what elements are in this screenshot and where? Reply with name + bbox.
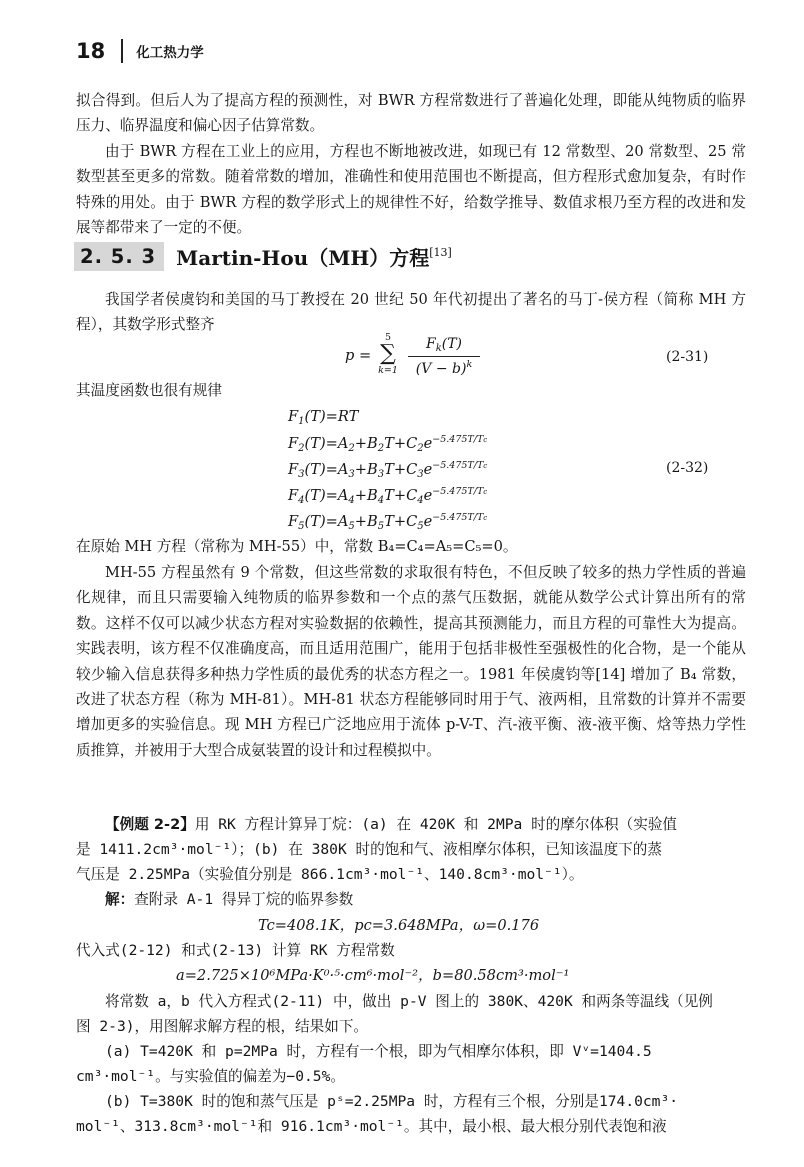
section-reference: [13] — [429, 245, 452, 259]
eq2-line-4: $F_4(T)=A_4+B_4T+C_4e^{-5.475T/Tc}$ — [288, 486, 488, 506]
eq2-line-2: $F_2(T)=A_2+B_2T+C_2e^{-5.475T/Tc}$ — [288, 434, 488, 454]
header-divider — [121, 39, 123, 63]
result-a-2: cm³·mol⁻¹。与实验值的偏差为−0.5%。 — [76, 1068, 345, 1085]
critical-parameters: Tc=408.1K，pc=3.648MPa，ω=0.176 — [258, 917, 540, 934]
summation-sign: 5 ∑ k=1 — [378, 332, 398, 376]
section-number: 2. 5. 3 — [74, 242, 164, 271]
page-number: 18 — [76, 39, 106, 63]
example-statement-1: 【例题 2-2】用 RK 方程计算异丁烷：(a) 在 420K 和 2MPa 时的摩尔体积（实验值 — [105, 816, 678, 833]
solution-label: 解： — [105, 891, 135, 908]
solution-step-3b: 图 2-3)，用图解求解方程的根，结果如下。 — [76, 1018, 369, 1035]
section-heading — [74, 240, 452, 272]
equation-number-2-32: (2-32) — [666, 460, 709, 476]
book-title: 化工热力学 — [136, 45, 204, 61]
equation-number-2-31: (2-31) — [666, 349, 709, 365]
paragraph-bwr-generalized: 拟合得到。但后人为了提高方程的预测性，对 BWR 方程常数进行了普遍化处理，即能从纯物质的临界压力、临界温度和偏心因子估算常数。 — [76, 92, 746, 135]
paragraph-mh55: 在原始 MH 方程（常称为 MH-55）中，常数 B₄=C₄=A₅=C₅=0。 — [76, 538, 518, 555]
running-header — [76, 38, 204, 64]
section-title: Martin-Hou（MH）方程[13] — [176, 245, 452, 270]
example-label: 【例题 2-2】 — [105, 816, 195, 833]
result-b-1: (b) T=380K 时的饱和蒸气压是 pˢ=2.25MPa 时，方程有三个根，分别是174.0cm³· — [105, 1093, 679, 1110]
result-a-1: (a) T=420K 和 p=2MPa 时，方程有一个根，即为气相摩尔体积，即 Vᵛ=1404.5 — [105, 1043, 652, 1060]
rk-constants: a=2.725×10⁶MPa·K⁰·⁵·cm⁶·mol⁻²，b=80.58cm³·mol⁻¹ — [176, 967, 570, 984]
result-b-2: mol⁻¹、313.8cm³·mol⁻¹和 916.1cm³·mol⁻¹。其中，最小根、最大根分别代表饱和液 — [76, 1118, 667, 1135]
example-statement-2: 是 1411.2cm³·mol⁻¹）；(b) 在 380K 时的饱和气、液相摩尔体积，已知该温度下的蒸 — [76, 841, 662, 858]
paragraph-temperature-functions: 其温度函数也很有规律 — [76, 382, 222, 399]
paragraph-mh-intro: 我国学者侯虞钧和美国的马丁教授在 20 世纪 50 年代初提出了著名的马丁-侯方程（简称 MH 方程），其数学形式整齐 — [76, 291, 746, 334]
eq1-lhs: p = — [345, 347, 372, 364]
solution-step-3a: 将常数 a，b 代入方程式(2-11) 中，做出 p-V 图上的 380K、420K 和两条等温线（见例 — [105, 993, 713, 1010]
eq2-line-3: $F_3(T)=A_3+B_3T+C_3e^{-5.475T/Tc}$ — [288, 460, 488, 480]
eq1-fraction: $F_k(T)$ $(V - b)^k$ — [408, 336, 480, 377]
eq2-line-5: $F_5(T)=A_5+B_5T+C_5e^{-5.475T/Tc}$ — [288, 512, 488, 532]
solution-step-2: 代入式(2-12) 和式(2-13) 计算 RK 方程常数 — [76, 942, 395, 959]
eq2-line-1: $F_1(T)=RT$ — [288, 408, 359, 427]
example-statement-3: 气压是 2.25MPa（实验值分别是 866.1cm³·mol⁻¹、140.8cm³·mol⁻¹）。 — [76, 866, 584, 883]
solution-intro: 解：查附录 A-1 得异丁烷的临界参数 — [105, 891, 354, 908]
paragraph-mh-features: MH-55 方程虽然有 9 个常数，但这些常数的求取很有特色，不但反映了较多的热力学性质的普遍化规律，而且只需要输入纯物质的临界参数和一个点的蒸气压数据，就能从数学公式计算出所有的常数。这样不仅可以减少状态方程对实验数据的依赖性，提高其预测能力，而且方程的可靠性大为提高。实践表明，该方程不仅准确度高，而且适用范围广，能用于包括非极性至强极性的化合物，是一个能从较少输入信息获得多种热力学性质的最优秀的状态方程之一。1981 年侯虞钧等[14] 增加了 B₄ 常数，改进了状态方程（称为 MH-81）。MH-81 状态方程能够同时用于气、液两相，且常数的计算并不需要增加更多的实验信息。现 MH 方程已广泛地应用于流体 p-V-T、汽-液平衡、液-液平衡、焓等热力学性质推算，并被用于大型合成氨装置的设计和过程模拟中。 — [76, 564, 746, 759]
paragraph-bwr-improvement: 由于 BWR 方程在工业上的应用，方程也不断地被改进，如现已有 12 常数型、20 常数型、25 常数型甚至更多的常数。随着常数的增加，准确性和使用范围也不断提高，但方程形式愈加复杂，有时作特殊的用处。由于 BWR 方程的数学形式上的规律性不好，给数学推导、数值求根乃至方程的改进和发展等都带来了一定的不便。 — [76, 143, 746, 237]
